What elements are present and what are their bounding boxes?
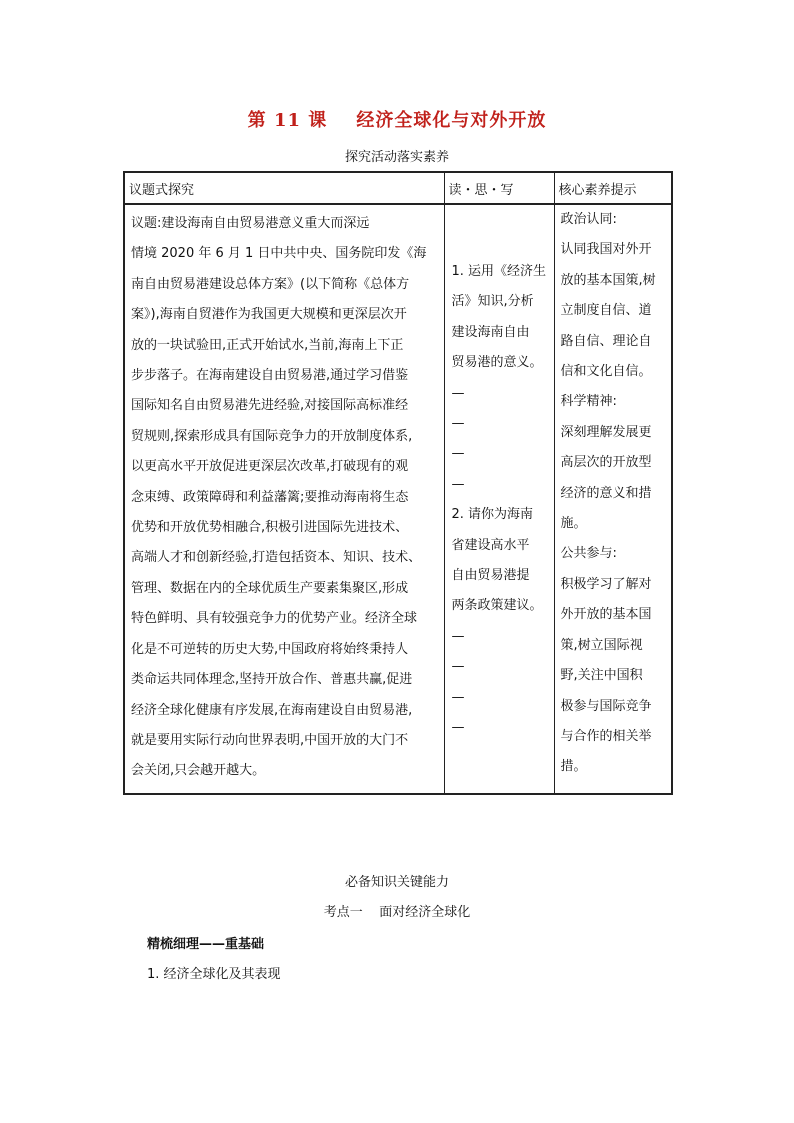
question-1-line: 活》知识,分析 [451,294,534,310]
answer-blank-line: — [451,385,465,401]
context-line: 贸规则,探索形成具有国际竞争力的开放制度体系, [131,428,413,444]
literacy-line: 外开放的基本国 [560,607,652,623]
review-heading: 精梳细理——重基础 [147,937,265,952]
literacy-line: 野,关注中国积 [560,668,643,684]
answer-blank-line: — [451,446,465,462]
question-1-line: 建设海南自由 [451,324,530,340]
context-line: 案》),海南自贸港作为我国更大规模和更深层次开 [131,307,407,323]
context-line: 就是要用实际行动向世界表明,中国开放的大门不 [131,732,409,748]
literacy-line: 立制度自信、道 [560,303,652,319]
literacy-line: 与合作的相关举 [560,728,652,744]
literacy-line: 经济的意义和措 [560,485,652,501]
literacy-line: 措。 [560,759,587,775]
lesson-title: 第 11 课 经济全球化与对外开放 [247,110,547,131]
context-line: 类命运共同体理念,坚持开放合作、普惠共赢,促进 [131,672,413,688]
section-subtitle: 探究活动落实素养 [344,150,449,165]
literacy-line: 公共参与: [560,546,617,562]
literacy-line: 政治认同: [560,212,617,227]
context-line: 化是不可逆转的历史大势,中国政府将始终秉持人 [131,641,409,657]
literacy-line: 积极学习了解对 [560,576,652,592]
literacy-line: 路自信、理论自 [560,333,652,349]
inquiry-context-cell [124,204,444,794]
table-header-row [124,172,672,204]
knowledge-heading: 必备知识关键能力 [344,875,449,890]
context-line: 管理、数据在内的全球优质生产要素集聚区,形成 [131,580,409,596]
literacy-line: 极参与国际竞争 [560,698,652,714]
header-read-think-write: 读・思・写 [444,172,554,204]
literacy-line: 高层次的开放型 [560,455,652,471]
context-line: 优势和开放优势相融合,积极引进国际先进技术、 [131,520,409,536]
literacy-line: 科学精神: [560,394,617,410]
core-literacy-cell [554,204,672,794]
context-line: 特色鲜明、具有较强竞争力的优势产业。经济全球 [131,611,418,627]
context-line: 南自由贸易港建设总体方案》(以下简称《总体方 [131,276,410,292]
header-core-literacy: 核心素养提示 [554,172,672,204]
table-body-row [124,204,672,794]
context-line: 会关闭,只会越开越大。 [131,763,266,779]
literacy-line: 放的基本国策,树 [560,272,656,288]
answer-blank-line: — [451,719,465,735]
question-1-line: 贸易港的意义。 [451,355,543,371]
literacy-line: 信和文化自信。 [560,364,652,380]
literacy-line: 施。 [560,516,587,532]
questions-cell [444,204,554,794]
inquiry-table [123,171,673,795]
context-line: 以更高水平开放促进更深层次改革,打破现有的观 [131,459,409,475]
answer-blank-line: — [451,476,465,492]
literacy-line: 策,树立国际视 [560,637,643,653]
answer-blank-line: — [451,628,465,644]
context-line: 念束缚、政策障碍和利益藩篱;要推动海南将生态 [131,489,409,505]
question-2-line: 2. 请你为海南 [451,507,534,523]
topic-heading: 考点一 面对经济全球化 [323,905,471,920]
header-inquiry: 议题式探究 [124,172,444,204]
list-item: 1. 经济全球化及其表现 [147,967,281,982]
question-1-line: 1. 运用《经济生 [451,264,547,279]
context-line: 放的一块试验田,正式开始试水,当前,海南上下正 [131,337,404,353]
context-line: 情境 2020 年 6 月 1 日中共中央、国务院印发《海 [131,246,427,262]
question-2-line: 省建设高水平 [451,537,530,553]
context-line: 高端人才和创新经验,打造包括资本、知识、技术、 [131,550,422,566]
question-2-line: 自由贸易港提 [451,568,530,583]
answer-blank-line: — [451,689,465,705]
context-line: 国际知名自由贸易港先进经验,对接国际高标准经 [131,398,409,414]
answer-blank-line: — [451,416,465,432]
question-2-line: 两条政策建议。 [451,598,543,614]
literacy-line: 认同我国对外开 [560,242,652,258]
context-line: 经济全球化健康有序发展,在海南建设自由贸易港, [131,702,413,718]
literacy-line: 深刻理解发展更 [560,424,652,440]
context-line: 步步落子。在海南建设自由贸易港,通过学习借鉴 [131,368,409,384]
context-line: 议题:建设海南自由贸易港意义重大而深远 [131,216,370,231]
answer-blank-line: — [451,659,465,675]
